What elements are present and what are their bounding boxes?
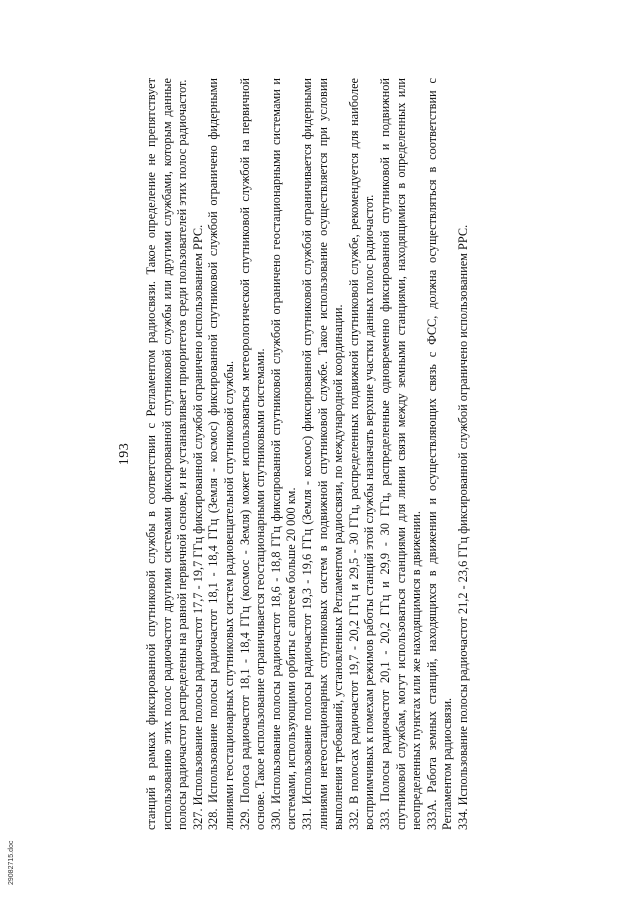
paragraph-329: 329. Полоса радиочастот 18,1 - 18,4 ГГц (космос - Земля) может использоваться метеорологической спутниковой службой на первичной основе. Такое использование ограничивается геостационарными спутниковыми системами. [237, 78, 268, 830]
paragraph-328: 328. Использование полосы радиочастот 18,1 - 18,4 ГГц (Земля - космос) фиксированной спутниковой службой ограничено фидерными линиями геостационарных спутниковых систем радиовещательной спутниковой службы. [206, 78, 236, 830]
paragraph-332: 332. В полосах радиочастот 19,7 - 20,2 ГГц и 29,5 - 30 ГГц, распределенных подвижной спутниковой службе, рекомендуется для наиболее восприимчивых к помехам режимов работы станций этой службы назначать верхние участки данных полос радиочастот. [346, 78, 377, 830]
paragraph-327: 327. Использование полосы радиочастот 17,7 - 19,7 ГГц фиксированной службой ограничено использованием РРС. [190, 224, 205, 830]
paragraph-continuation: станций в рамках фиксированной спутниковой службы в соответствии с Регламентом радиосвязи. Такое определение не препятствует использованию этих полос радиочастот другими системами фиксированной спутниковой службы или другими службами, которым данные полосы радиочастот распределены на равной первичной основе, и не устанавливает приоритетов среди пользователей этих полос радиочастот. [144, 78, 190, 830]
body-text [144, 78, 471, 830]
page-number: 193 [117, 442, 132, 466]
paragraph-333a: 333А. Работа земных станций, находящихся в движении и осуществляющих связь с ФСС, должна осуществляться в соответствии с Регламентом радиосвязи. [424, 78, 455, 830]
paragraph-330: 330. Использование полосы радиочастот 18,6 - 18,8 ГГц фиксированной спутниковой службой ограничено геостационарными системами и системами, использующими орбиты с апогеем больше 20 000 км. [268, 78, 299, 830]
document-reference: 29082715.doc [8, 840, 15, 885]
paragraph-331: 331. Использование полосы радиочастот 19,3 - 19,6 ГГц (Земля - космос) фиксированной спутниковой службой ограничивается фидерными линиями негеостационарных спутниковых систем в подвижной спутниковой службе. Такое использование осуществляется при условии выполнения требований, установленных Регламентом радиосвязи, по международной координации. [299, 78, 346, 830]
paragraph-334: 334. Использование полосы радиочастот 21,2 - 23,6 ГГц фиксированной службой ограничено использованием РРС. [455, 224, 470, 830]
rotated-page-content [110, 78, 540, 830]
paragraph-333: 333. Полосы радиочастот 20,1 - 20,2 ГГц и 29,9 - 30 ГГц, распределенные одновременно фиксированной спутниковой и подвижной спутниковой службам, могут использоваться станциями для линии связи между земными станциями, находящимися в определенных или неопределенных пунктах или же находящимися в движении. [377, 78, 424, 830]
